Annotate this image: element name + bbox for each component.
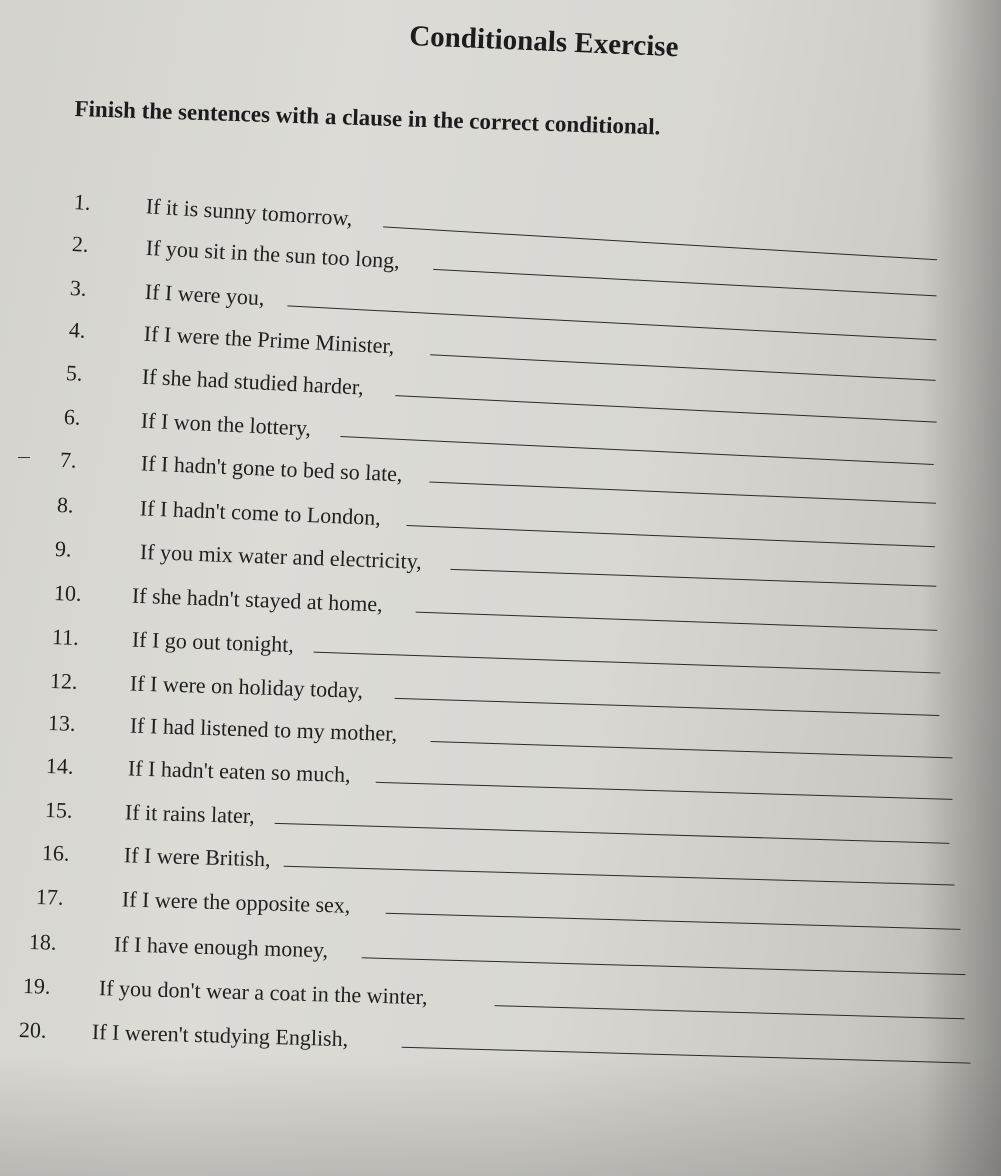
- answer-blank-line[interactable]: [284, 866, 955, 886]
- item-number: 20.: [18, 1017, 47, 1043]
- answer-blank-line[interactable]: [275, 823, 950, 844]
- item-number: 9.: [54, 536, 72, 562]
- conditional-clause: If I were the Prime Minister,: [143, 320, 396, 359]
- conditional-clause: If she had studied harder,: [141, 363, 365, 400]
- conditional-clause: If she hadn't stayed at home,: [131, 582, 384, 617]
- answer-blank-line[interactable]: [431, 741, 953, 758]
- item-number: 17.: [35, 884, 64, 910]
- item-number: 12.: [49, 668, 78, 694]
- conditional-clause: If you mix water and electricity,: [139, 538, 423, 574]
- margin-pencil-mark: [18, 457, 30, 458]
- answer-blank-line[interactable]: [395, 698, 940, 716]
- conditional-clause: If I won the lottery,: [140, 407, 312, 441]
- conditional-clause: If I were British,: [123, 842, 271, 872]
- page-title: Conditionals Exercise: [408, 20, 680, 64]
- conditional-clause: If I were on holiday today,: [129, 670, 364, 703]
- instructions-text: Finish the sentences with a clause in the correct conditional.: [74, 96, 661, 140]
- item-number: 15.: [44, 797, 73, 823]
- conditional-clause: If you sit in the sun too long,: [145, 234, 401, 274]
- conditional-clause: If I hadn't gone to bed so late,: [140, 450, 404, 487]
- item-number: 6.: [63, 404, 82, 430]
- answer-blank-line[interactable]: [376, 782, 953, 800]
- item-number: 19.: [22, 973, 51, 999]
- item-number: 1.: [73, 189, 92, 215]
- answer-blank-line[interactable]: [362, 957, 966, 975]
- conditional-clause: If I weren't studying English,: [91, 1019, 349, 1052]
- item-number: 14.: [45, 753, 74, 779]
- item-number: 8.: [56, 492, 75, 518]
- item-number: 7.: [59, 447, 78, 473]
- conditional-clause: If I hadn't come to London,: [139, 495, 382, 530]
- answer-blank-line[interactable]: [386, 913, 961, 930]
- answer-blank-line[interactable]: [429, 481, 936, 503]
- answer-blank-line[interactable]: [451, 569, 937, 587]
- item-number: 13.: [47, 710, 76, 736]
- item-number: 18.: [28, 929, 57, 955]
- conditional-clause: If I had listened to my mother,: [129, 712, 398, 746]
- item-number: 3.: [69, 275, 88, 301]
- answer-blank-line[interactable]: [416, 612, 938, 631]
- item-number: 4.: [68, 317, 87, 343]
- item-number: 10.: [53, 580, 82, 606]
- item-number: 11.: [51, 624, 80, 650]
- item-number: 2.: [71, 231, 90, 257]
- conditional-clause: If it rains later,: [124, 799, 256, 829]
- answer-blank-line[interactable]: [433, 269, 936, 296]
- item-number: 16.: [41, 840, 70, 866]
- conditional-clause: If it is sunny tomorrow,: [145, 193, 354, 231]
- answer-blank-line[interactable]: [495, 1005, 965, 1019]
- conditional-clause: If I were the opposite sex,: [121, 886, 351, 918]
- conditional-clause: If I have enough money,: [113, 931, 329, 963]
- item-number: 5.: [65, 360, 84, 386]
- conditional-clause: If I were you,: [144, 278, 266, 311]
- conditional-clause: If you don't wear a coat in the winter,: [98, 975, 428, 1010]
- conditional-clause: If I go out tonight,: [131, 626, 295, 658]
- answer-blank-line[interactable]: [406, 525, 935, 547]
- conditional-clause: If I hadn't eaten so much,: [127, 755, 351, 788]
- page-shadow-bottom: [0, 1056, 1001, 1176]
- answer-blank-line[interactable]: [314, 652, 941, 674]
